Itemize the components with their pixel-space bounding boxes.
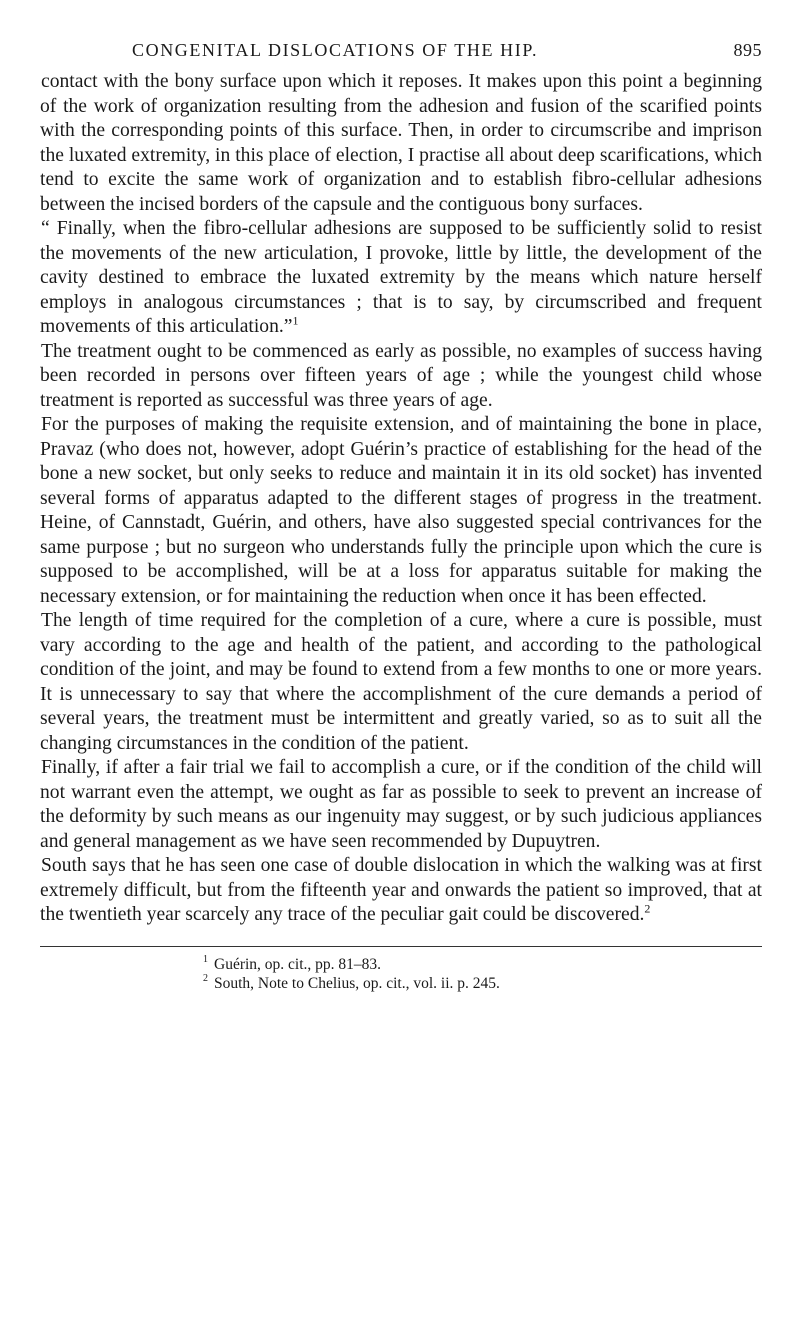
paragraph [40, 756, 762, 854]
book-page [40, 38, 762, 993]
running-head [40, 38, 762, 70]
paragraph [40, 70, 762, 217]
running-title: CONGENITAL DISLOCATIONS OF THE HIP. [132, 40, 539, 60]
paragraph-text: For the purposes of making the requisite extension, and of maintaining the bone in place, Pravaz (who does not, however, adopt Guérin’s practice of establishing for the head of the bone a new socket, but only seeks to reduce and maintain it in its old socket) has invented several forms of apparatus adapted to the different stages of progress in the treatment. Heine, of Cannstadt, Guérin, and others, have also suggested special contrivances for the same purpose ; but no surgeon who understands fully the principle upon which the cure is supposed to be accomplished, will be at a loss for apparatus suitable for making the necessary extension, or for maintaining the reduction when once it has been effected. [40, 414, 762, 607]
footnote [40, 974, 762, 993]
page-number: 895 [733, 40, 762, 60]
footnote-text: Guérin, op. cit., pp. 81–83. [214, 955, 382, 973]
paragraph [40, 340, 762, 414]
paragraph-text: Finally, if after a fair trial we fail to accomplish a cure, or if the condition of the child will not warrant even the attempt, we ought as far as possible to seek to prevent an increase of the deformity by such means as our ingenuity may suggest, or by such judicious appliances and general management as we have seen recommended by Dupuytren. [40, 757, 762, 852]
body-text [40, 70, 762, 928]
paragraph [40, 854, 762, 928]
paragraph [40, 609, 762, 756]
paragraph-text: South says that he has seen one case of double dislocation in which the walking was at first extremely difficult, but from the fifteenth year and onwards the patient so improved, that at the twentieth year scarcely any trace of the peculiar gait could be discovered. [40, 855, 762, 925]
paragraph-text: The length of time required for the completion of a cure, where a cure is possible, must vary according to the age and health of the patient, and according to the pathological condition of the joint, and may be found to extend from a few months to one or more years. It is unnecessary to say that where the accomplishment of the cure demands a period of several years, the treatment must be intermittent and greatly varied, so as to suit all the changing circumstances in the condition of the patient. [40, 610, 762, 754]
footnote [40, 955, 762, 974]
footnote-reference: 2 [644, 901, 651, 916]
footnote-divider [40, 946, 762, 947]
footnotes [40, 955, 762, 993]
paragraph-text: contact with the bony surface upon which it reposes. It makes upon this point a beginning of the work of organization resulting from the adhesion and fusion of the scarified points with the corresponding points of this surface. Then, in order to circumscribe and imprison the luxated extremity, in this place of election, I practise all about deep scarifications, which tend to excite the same work of organization and to establish fibro-cellular adhesions between the incised borders of the capsule and the contiguous bony surfaces. [40, 71, 762, 215]
footnote-mark: 2 [203, 973, 208, 985]
paragraph [40, 413, 762, 609]
paragraph-text: The treatment ought to be commenced as early as possible, no examples of success having been recorded in persons over fifteen years of age ; while the youngest child whose treatment is reported as successful was three years of age. [40, 340, 762, 411]
footnote-text: South, Note to Chelius, op. cit., vol. ii. p. 245. [214, 974, 500, 992]
paragraph [40, 217, 762, 340]
paragraph-text: “ Finally, when the fibro-cellular adhesions are supposed to be sufficiently solid to resist the movements of the new articulation, I provoke, little by little, the development of the cavity destined to embrace the luxated extremity by the means which nature herself employs in analogous circumstances ; that is to say, by circumscribed and frequent movements of this articulation.” [40, 218, 762, 337]
footnote-mark: 1 [203, 954, 208, 966]
footnote-reference: 1 [292, 313, 299, 328]
